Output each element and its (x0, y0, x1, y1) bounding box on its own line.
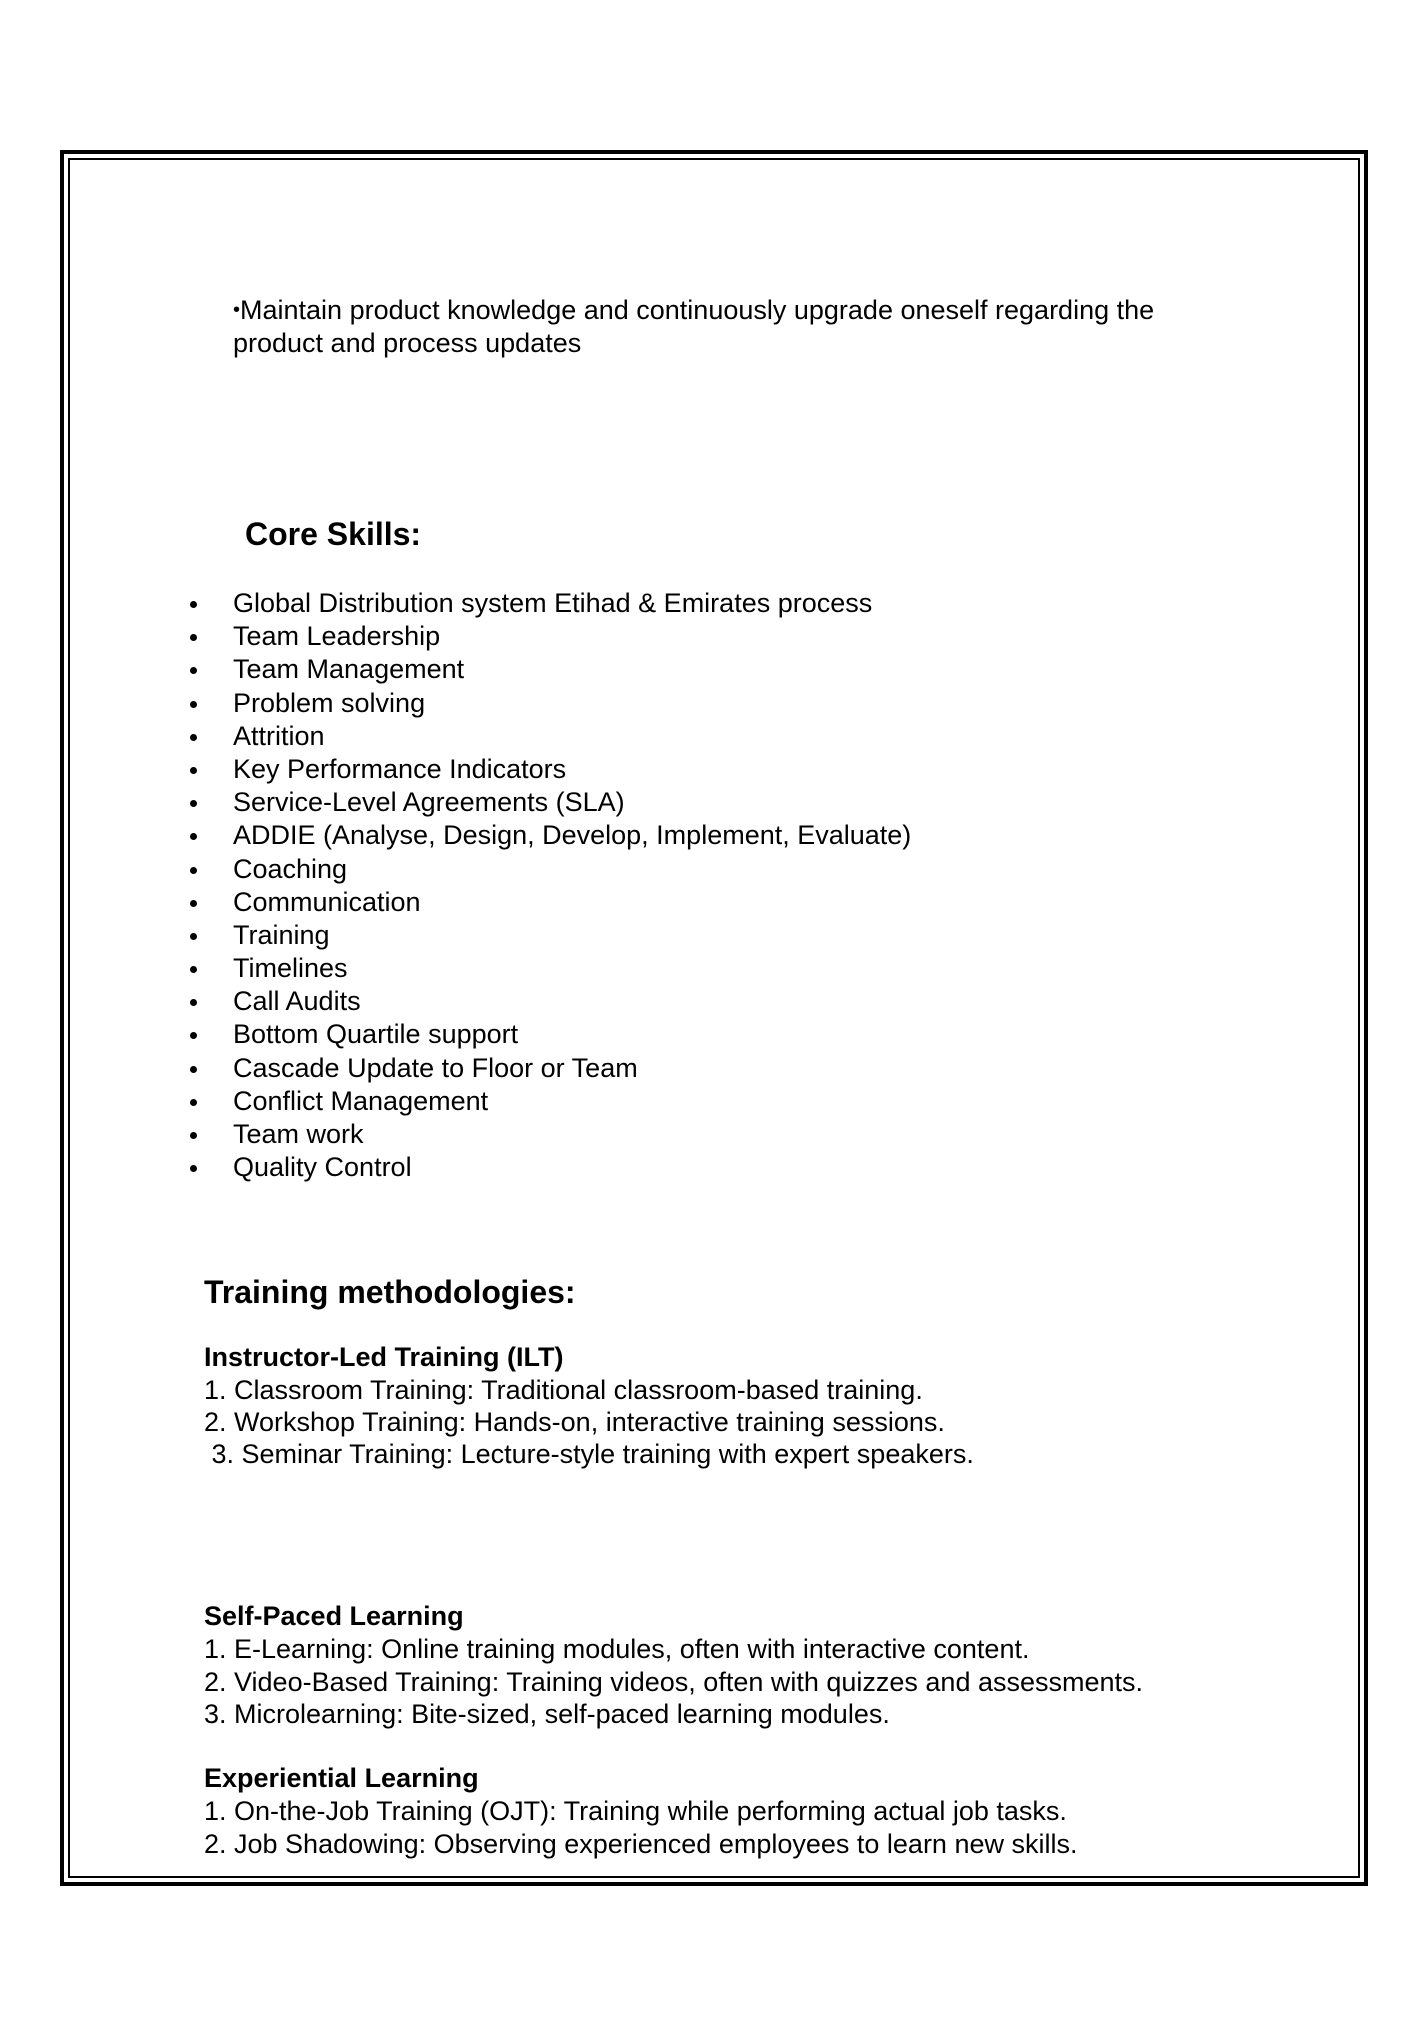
bullet-icon (190, 900, 197, 907)
bullet-icon (190, 667, 197, 674)
list-item (0, 1118, 911, 1151)
list-item (0, 853, 911, 886)
experiential-section (204, 1762, 1077, 1860)
list-item (0, 653, 911, 686)
list-item (0, 1018, 911, 1051)
bullet-icon (190, 767, 197, 774)
bullet-icon (190, 701, 197, 708)
bullet-icon (190, 833, 197, 840)
experiential-item: 2. Job Shadowing: Observing experienced employees to learn new skills. (204, 1828, 1078, 1859)
core-skills-list (0, 587, 911, 1184)
skill-label: Bottom Quartile support (233, 1019, 519, 1050)
bullet-icon (190, 966, 197, 973)
skill-label: ADDIE (Analyse, Design, Develop, Implement, Evaluate) (233, 820, 912, 851)
list-item (0, 587, 911, 620)
self-paced-item: 2. Video-Based Training: Training videos, often with quizzes and assessments. (204, 1666, 1144, 1697)
skill-label: Communication (233, 886, 421, 917)
bullet-icon (190, 1066, 197, 1073)
ilt-item: 3. Seminar Training: Lecture-style training with expert speakers. (204, 1439, 974, 1469)
bullet-icon (190, 800, 197, 807)
self-paced-section (204, 1600, 1143, 1731)
bullet-icon (190, 933, 197, 940)
list-item (0, 985, 911, 1018)
skill-label: Team work (233, 1119, 364, 1149)
list-item (0, 753, 911, 786)
self-paced-item: 1. E-Learning: Online training modules, often with interactive content. (204, 1634, 1030, 1664)
core-skills-heading: Core Skills: (245, 516, 422, 552)
experiential-item: 1. On-the-Job Training (OJT): Training while performing actual job tasks. (204, 1796, 1067, 1826)
skill-label: Attrition (233, 720, 325, 751)
list-item (0, 886, 911, 919)
intro-paragraph (233, 294, 1233, 360)
bullet-icon (190, 867, 197, 874)
skill-label: Training (233, 919, 330, 950)
ilt-section (204, 1341, 974, 1471)
bullet-icon (190, 999, 197, 1006)
list-item (0, 720, 911, 753)
skill-label: Team Management (233, 654, 465, 685)
bullet-icon (190, 634, 197, 641)
self-paced-title: Self-Paced Learning (204, 1601, 464, 1631)
skill-label: Call Audits (233, 986, 361, 1017)
skill-label: Problem solving (233, 687, 426, 718)
list-item (0, 1052, 911, 1085)
skill-label: Quality Control (233, 1152, 412, 1183)
list-item (0, 819, 911, 852)
list-item (0, 620, 911, 653)
skill-label: Conflict Management (233, 1085, 489, 1116)
bullet-icon (190, 1165, 197, 1172)
skill-label: Service-Level Agreements (SLA) (233, 787, 625, 818)
list-item (0, 919, 911, 952)
ilt-item: 2. Workshop Training: Hands-on, interactive training sessions. (204, 1406, 945, 1437)
skill-label: Coaching (233, 853, 348, 884)
bullet-icon (190, 601, 197, 608)
bullet-icon (190, 1099, 197, 1106)
list-item (0, 1085, 911, 1118)
list-item (0, 687, 911, 720)
bullet-icon (190, 1132, 197, 1139)
skill-label: Global Distribution system Etihad & Emirates process (233, 588, 873, 618)
skill-label: Key Performance Indicators (233, 753, 567, 784)
experiential-title: Experiential Learning (204, 1763, 479, 1793)
list-item (0, 786, 911, 819)
ilt-item: 1. Classroom Training: Traditional classroom-based training. (204, 1375, 923, 1405)
list-item (0, 952, 911, 985)
skill-label: Cascade Update to Floor or Team (233, 1052, 638, 1083)
list-item (0, 1151, 911, 1184)
bullet-icon (190, 1032, 197, 1039)
skill-label: Team Leadership (233, 621, 441, 652)
ilt-title: Instructor-Led Training (ILT) (204, 1342, 564, 1372)
bullet-icon (190, 734, 197, 741)
training-methodologies-heading: Training methodologies: (204, 1274, 576, 1310)
skill-label: Timelines (233, 953, 348, 984)
intro-bullet: • (233, 299, 241, 321)
intro-text: Maintain product knowledge and continuously upgrade oneself regarding the product and process updates (233, 295, 1155, 358)
self-paced-item: 3. Microlearning: Bite-sized, self-paced learning modules. (204, 1699, 890, 1729)
